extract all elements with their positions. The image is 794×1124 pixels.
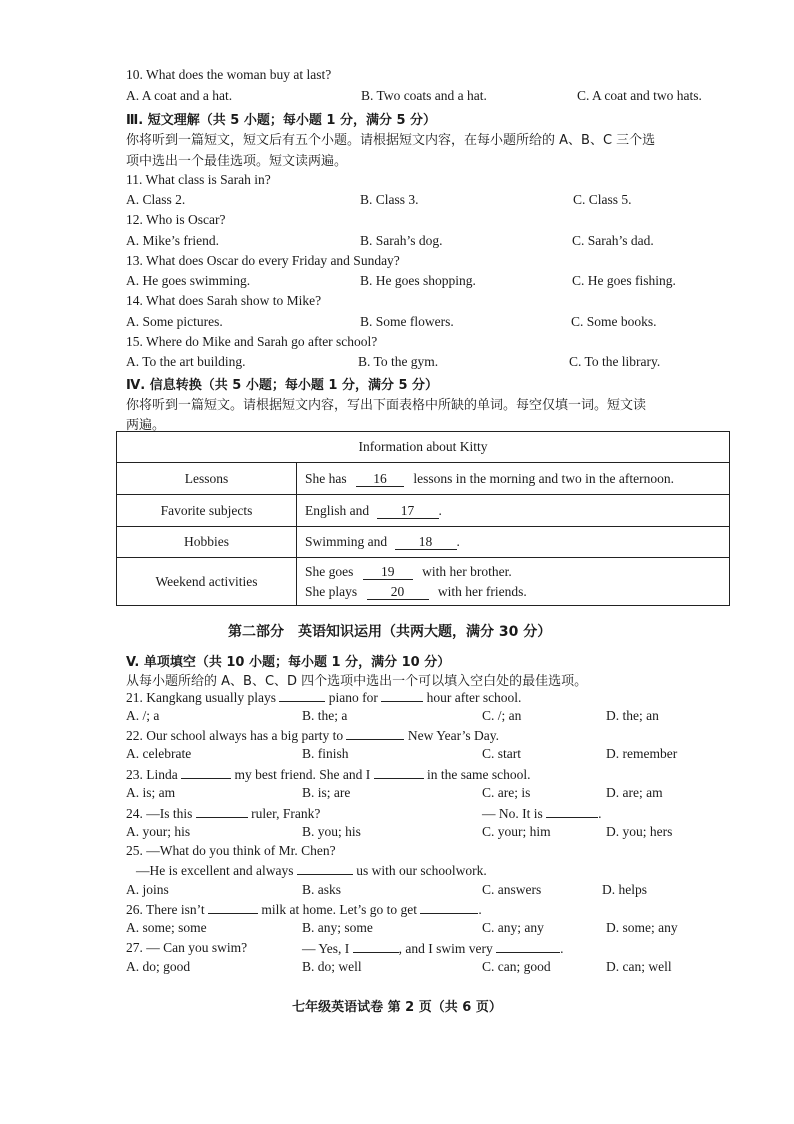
question-21-option-c: C. /; an <box>482 708 522 723</box>
row-label-weekend-activities: Weekend activities <box>117 558 297 606</box>
table-row <box>117 495 730 527</box>
question-25-option-c: C. answers <box>482 882 542 897</box>
row-content-hobbies: Swimming and 18 . <box>297 527 730 558</box>
question-14-option-c: C. Some books. <box>571 314 657 329</box>
question-10-option-c: C. A coat and two hats. <box>577 88 702 103</box>
section-5-heading: V. 单项填空（共 10 小题；每小题 1 分，满分 10 分） <box>126 655 451 670</box>
section-3-instruction-line1: 你将听到一篇短文，短文后有五个小题。请根据短文内容，在每小题所给的 A、B、C 三个选 <box>126 133 656 148</box>
question-22-stem: 22. Our school always has a big party to New Year’s Day. <box>126 728 499 743</box>
question-25-stem: 25. —What do you think of Mr. Chen? <box>126 843 336 858</box>
question-27-stem-answer: — Yes, I , and I swim very . <box>302 941 564 956</box>
question-26-option-c: C. any; any <box>482 920 544 935</box>
question-25-stem-line2: —He is excellent and always us with our schoolwork. <box>136 863 487 878</box>
question-22-option-d: D. remember <box>606 746 678 761</box>
question-12-option-a: A. Mike’s friend. <box>126 233 219 248</box>
question-14-option-a: A. Some pictures. <box>126 314 223 329</box>
question-27-option-c: C. can; good <box>482 959 551 974</box>
answer-blank-16: 16 <box>356 472 404 487</box>
question-11-option-c: C. Class 5. <box>573 192 632 207</box>
table-title: Information about Kitty <box>117 432 730 463</box>
question-13-option-b: B. He goes shopping. <box>360 273 476 288</box>
question-22-option-a: A. celebrate <box>126 746 192 761</box>
question-21-option-a: A. /; a <box>126 708 160 723</box>
question-24-stem: 24. —Is this ruler, Frank? <box>126 806 321 821</box>
question-26-stem: 26. There isn’t milk at home. Let’s go to get . <box>126 902 482 917</box>
question-14-option-b: B. Some flowers. <box>360 314 454 329</box>
question-12-option-c: C. Sarah’s dad. <box>572 233 654 248</box>
question-26-option-b: B. any; some <box>302 920 373 935</box>
answer-blank-20: 20 <box>367 585 429 600</box>
part-2-heading: 第二部分 英语知识运用（共两大题，满分 30 分） <box>228 624 552 640</box>
question-27-option-b: B. do; well <box>302 959 362 974</box>
question-27-stem: 27. — Can you swim? <box>126 940 248 955</box>
page-footer: 七年级英语试卷 第 2 页（共 6 页） <box>292 1000 502 1015</box>
table-row <box>117 558 730 606</box>
question-23-option-d: D. are; am <box>606 785 663 800</box>
section-4-instruction-line1: 你将听到一篇短文。请根据短文内容，写出下面表格中所缺的单词。每空仅填一词。短文读 <box>126 398 647 413</box>
answer-blank-19: 19 <box>363 565 413 580</box>
question-15-option-b: B. To the gym. <box>358 354 439 369</box>
question-10-option-b: B. Two coats and a hat. <box>361 88 487 103</box>
row-label-lessons: Lessons <box>117 463 297 495</box>
table-row <box>117 463 730 495</box>
question-24-stem-answer: — No. It is . <box>482 806 602 821</box>
question-23-stem: 23. Linda my best friend. She and I in the same school. <box>126 767 531 782</box>
question-11-stem: 11. What class is Sarah in? <box>126 172 271 187</box>
section-3-heading: Ⅲ. 短文理解（共 5 小题；每小题 1 分，满分 5 分） <box>126 113 437 128</box>
question-12-stem: 12. Who is Oscar? <box>126 212 226 227</box>
question-21-option-d: D. the; an <box>606 708 659 723</box>
question-10-option-a: A. A coat and a hat. <box>126 88 233 103</box>
question-25-option-d: D. helps <box>602 882 647 897</box>
question-13-option-a: A. He goes swimming. <box>126 273 251 288</box>
question-15-option-a: A. To the art building. <box>126 354 246 369</box>
row-label-favorite-subjects: Favorite subjects <box>117 495 297 527</box>
question-27-option-d: D. can; well <box>606 959 672 974</box>
question-22-option-b: B. finish <box>302 746 349 761</box>
row-content-lessons: She has 16 lessons in the morning and two in the afternoon. <box>297 463 730 495</box>
row-content-weekend-activities: She goes 19 with her brother. She plays 20 with her friends. <box>297 558 730 606</box>
answer-blank-17: 17 <box>377 504 439 519</box>
question-21-option-b: B. the; a <box>302 708 348 723</box>
question-21-stem: 21. Kangkang usually plays piano for hour after school. <box>126 690 522 705</box>
question-12-option-b: B. Sarah’s dog. <box>360 233 443 248</box>
question-26-option-a: A. some; some <box>126 920 207 935</box>
table-row <box>117 527 730 558</box>
question-11-option-b: B. Class 3. <box>360 192 419 207</box>
question-15-option-c: C. To the library. <box>569 354 661 369</box>
answer-blank-18: 18 <box>395 535 457 550</box>
kitty-info-table <box>116 431 730 606</box>
question-26-option-d: D. some; any <box>606 920 678 935</box>
question-22-option-c: C. start <box>482 746 521 761</box>
section-4-heading: Ⅳ. 信息转换（共 5 小题；每小题 1 分，满分 5 分） <box>126 378 439 393</box>
question-23-option-c: C. are; is <box>482 785 531 800</box>
section-3-instruction-line2: 项中选出一个最佳选项。短文读两遍。 <box>126 154 348 169</box>
question-13-stem: 13. What does Oscar do every Friday and Sunday? <box>126 253 400 268</box>
question-24-option-b: B. you; his <box>302 824 361 839</box>
section-4-instruction-line2: 两遍。 <box>126 418 166 433</box>
question-15-stem: 15. Where do Mike and Sarah go after school? <box>126 334 378 349</box>
question-24-option-d: D. you; hers <box>606 824 673 839</box>
question-27-option-a: A. do; good <box>126 959 191 974</box>
section-5-instruction: 从每小题所给的 A、B、C、D 四个选项中选出一个可以填入空白处的最佳选项。 <box>126 674 588 689</box>
row-content-favorite-subjects: English and 17 . <box>297 495 730 527</box>
row-label-hobbies: Hobbies <box>117 527 297 558</box>
question-11-option-a: A. Class 2. <box>126 192 186 207</box>
question-23-option-b: B. is; are <box>302 785 351 800</box>
question-10-stem: 10. What does the woman buy at last? <box>126 67 332 82</box>
question-14-stem: 14. What does Sarah show to Mike? <box>126 293 322 308</box>
question-13-option-c: C. He goes fishing. <box>572 273 676 288</box>
question-23-option-a: A. is; am <box>126 785 176 800</box>
question-24-option-a: A. your; his <box>126 824 191 839</box>
question-24-option-c: C. your; him <box>482 824 551 839</box>
question-25-option-b: B. asks <box>302 882 342 897</box>
question-25-option-a: A. joins <box>126 882 169 897</box>
